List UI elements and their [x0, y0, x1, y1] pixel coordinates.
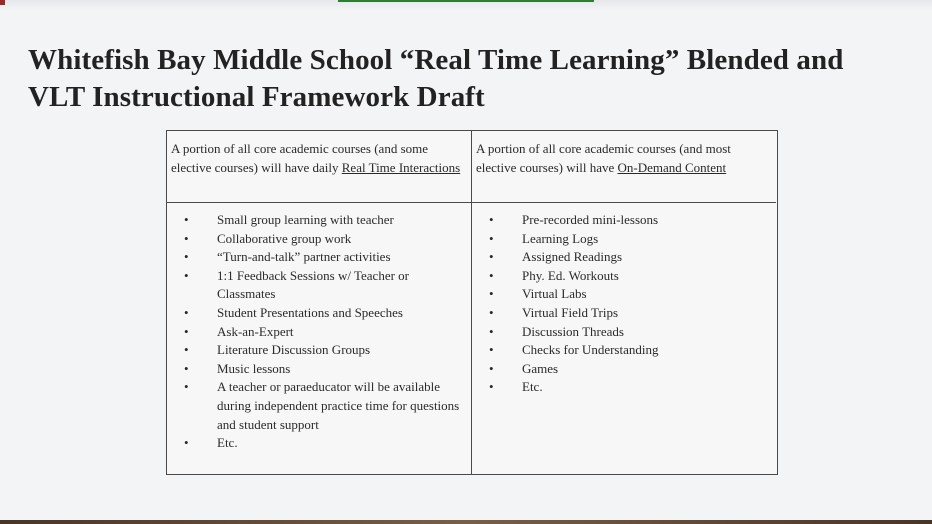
list-item-text: Music lessons — [217, 360, 291, 376]
real-time-header-text: A portion of all core academic courses (and some elective courses) will have daily — [171, 141, 429, 175]
list-item — [472, 341, 776, 360]
list-item-text: Assigned Readings — [522, 249, 623, 265]
on-demand-content-link: On-Demand Content — [617, 160, 727, 175]
list-item-text: 1:1 Feedback Sessions w/ Teacher or Classmates — [217, 267, 409, 302]
real-time-header — [167, 131, 471, 203]
list-item-text: Virtual Field Trips — [522, 304, 619, 320]
list-item-text: Discussion Threads — [522, 323, 624, 339]
list-item — [167, 360, 471, 379]
real-time-list — [167, 203, 471, 453]
bullet-icon: • — [184, 342, 189, 358]
bullet-icon: • — [489, 249, 494, 265]
list-item-text: Phy. Ed. Workouts — [522, 267, 619, 283]
list-item — [167, 378, 471, 434]
list-item — [167, 304, 471, 323]
list-item — [472, 285, 776, 304]
slide-title-line-1: Whitefish Bay Middle School “Real Time Learning” Blended and — [28, 44, 844, 76]
list-item — [472, 378, 776, 397]
bullet-icon: • — [184, 323, 189, 339]
list-item-text: Virtual Labs — [522, 286, 587, 302]
on-demand-header-text: A portion of all core academic courses (and most elective courses) will have — [476, 141, 731, 175]
list-item — [472, 267, 776, 286]
bullet-icon: • — [489, 267, 494, 283]
list-item-text: Small group learning with teacher — [217, 212, 394, 227]
real-time-column — [167, 131, 472, 474]
bullet-icon: • — [184, 230, 189, 246]
bullet-icon: • — [184, 360, 189, 376]
list-item — [167, 323, 471, 342]
bullet-icon: • — [184, 249, 189, 265]
list-item-text: Games — [522, 360, 559, 376]
list-item-text: “Turn-and-talk” partner activities — [217, 249, 391, 265]
on-demand-column — [472, 131, 776, 474]
real-time-interactions-link: Real Time Interactions — [341, 160, 461, 175]
list-item-text: Ask-an-Expert — [217, 323, 294, 339]
bullet-icon: • — [489, 304, 494, 320]
list-item-text: Pre-recorded mini-lessons — [522, 212, 659, 227]
list-item — [472, 360, 776, 379]
bottom-edge — [0, 520, 932, 524]
list-item-text: Etc. — [217, 435, 238, 451]
corner-marker — [0, 0, 5, 5]
bullet-icon: • — [489, 323, 494, 339]
list-item-text: Literature Discussion Groups — [217, 342, 371, 358]
on-demand-list — [472, 203, 776, 397]
list-item — [472, 211, 776, 230]
on-demand-header — [472, 131, 776, 203]
top-accent-line — [338, 0, 594, 2]
bullet-icon: • — [184, 304, 189, 320]
bullet-icon: • — [489, 360, 494, 376]
bullet-icon: • — [184, 267, 189, 283]
list-item-text: Checks for Understanding — [522, 342, 659, 358]
list-item — [472, 323, 776, 342]
list-item — [472, 304, 776, 323]
bullet-icon: • — [489, 342, 494, 358]
slide-title-line-2: VLT Instructional Framework Draft — [28, 81, 485, 113]
bullet-icon: • — [489, 212, 494, 227]
bullet-icon: • — [184, 212, 189, 227]
bullet-icon: • — [489, 379, 494, 395]
list-item-text: Learning Logs — [522, 230, 599, 246]
list-item — [472, 248, 776, 267]
list-item-text: Etc. — [522, 379, 543, 395]
list-item-text: Collaborative group work — [217, 230, 352, 246]
list-item-text: A teacher or paraeducator will be available during independent practice time for questions and student support — [217, 379, 460, 432]
list-item — [167, 230, 471, 249]
list-item — [167, 248, 471, 267]
list-item — [472, 230, 776, 249]
list-item — [167, 434, 471, 453]
list-item — [167, 341, 471, 360]
bullet-icon: • — [489, 230, 494, 246]
bullet-icon: • — [184, 379, 189, 395]
list-item — [167, 267, 471, 304]
list-item — [167, 211, 471, 230]
bullet-icon: • — [489, 286, 494, 302]
slide-title — [28, 42, 908, 116]
list-item-text: Student Presentations and Speeches — [217, 304, 403, 320]
framework-table — [166, 130, 778, 475]
bullet-icon: • — [184, 435, 189, 451]
